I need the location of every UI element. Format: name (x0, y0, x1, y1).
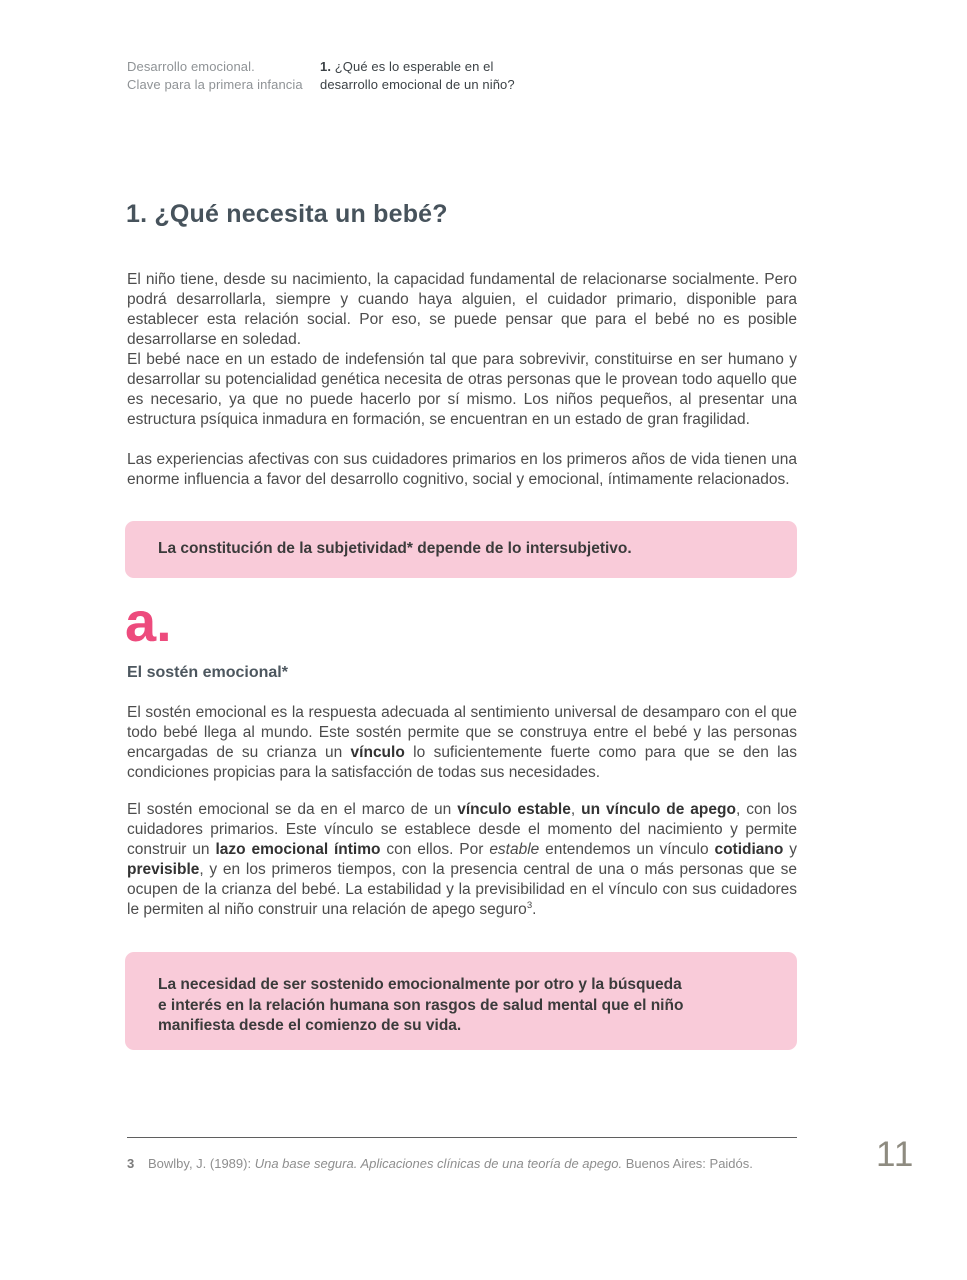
highlight-box-text: La constitución de la subjetividad* depende de lo intersubjetivo. (158, 540, 632, 558)
intro-paragraph-1: El niño tiene, desde su nacimiento, la capacidad fundamental de relacionarse socialmente. Pero podrá desarrollarla, siempre y cuando haya alguien, el cuidador primario, disponible para establecer esta relación social. Por eso, se puede pensar que para el bebé no es posible desarrollarse en soledad. (127, 271, 797, 348)
section-letter-a: a. (125, 590, 172, 653)
highlight-box-necesidad (125, 952, 797, 1050)
page-title: 1. ¿Qué necesita un bebé? (126, 200, 448, 228)
page-number: 11 (876, 1135, 915, 1174)
running-head-left: Desarrollo emocional. Clave para la primera infancia (127, 59, 303, 92)
footer-divider (127, 1137, 797, 1138)
intro-paragraph-3: Las experiencias afectivas con sus cuidadores primarios en los primeros años de vida tienen una enorme influencia a favor del desarrollo cognitivo, social y emocional, íntimamente relacionados. (127, 451, 797, 488)
body-paragraph-sosten-2: El sostén emocional se da en el marco de un vínculo estable, un vínculo de apego, con los cuidadores primarios. Este vínculo se establece desde el momento del nacimiento y permite construir un lazo emocional íntimo con ellos. Por estable entendemos un vínculo cotidiano y previsible, y en los primeros tiempos, con la presencia central de una o más personas que se ocupen de la crianza del bebé. La estabilidad y la previsibilidad en el vínculo con sus cuidadores le permiten al niño construir una relación de apego seguro$^3$. (127, 801, 797, 918)
section-subtitle: El sostén emocional* (127, 664, 288, 681)
running-head-right: 1. ¿Qué es lo esperable en el desarrollo emocional de un niño? (320, 59, 515, 92)
body-paragraph-sosten-1: El sostén emocional es la respuesta adecuada al sentimiento universal de desamparo con el que todo bebé llega al mundo. Este sostén permite que se construya entre el bebé y las personas encargadas de su crianza un vínculo lo suficientemente fuerte como para que se den las condiciones propicias para la satisfacción de todas sus necesidades. (127, 704, 797, 781)
footnote-text: Bowlby, J. (1989): Una base segura. Aplicaciones clínicas de una teoría de apego. Buenos Aires: Paidós. (148, 1156, 753, 1171)
footnote (127, 1155, 817, 1172)
intro-paragraph-2: El bebé nace en un estado de indefensión tal que para sobrevivir, constituirse en ser humano y desarrollar su potencialidad genética necesita de otras personas que le provean todo aquello que es necesario, ya que no puede hacerlo por sí mismo. Los niños pequeños, al presentar una estructura psíquica inmadura en formación, se encuentran en un estado de gran fragilidad. (127, 351, 797, 428)
highlight-box-text: La necesidad de ser sostenido emocionalmente por otro y la búsqueda e interés en la relación humana son rasgos de salud mental que el niño manifiesta desde el comienzo de su vida. (158, 976, 684, 1034)
highlight-box-subjetividad (125, 521, 797, 578)
footnote-marker: 3 (127, 1156, 135, 1171)
